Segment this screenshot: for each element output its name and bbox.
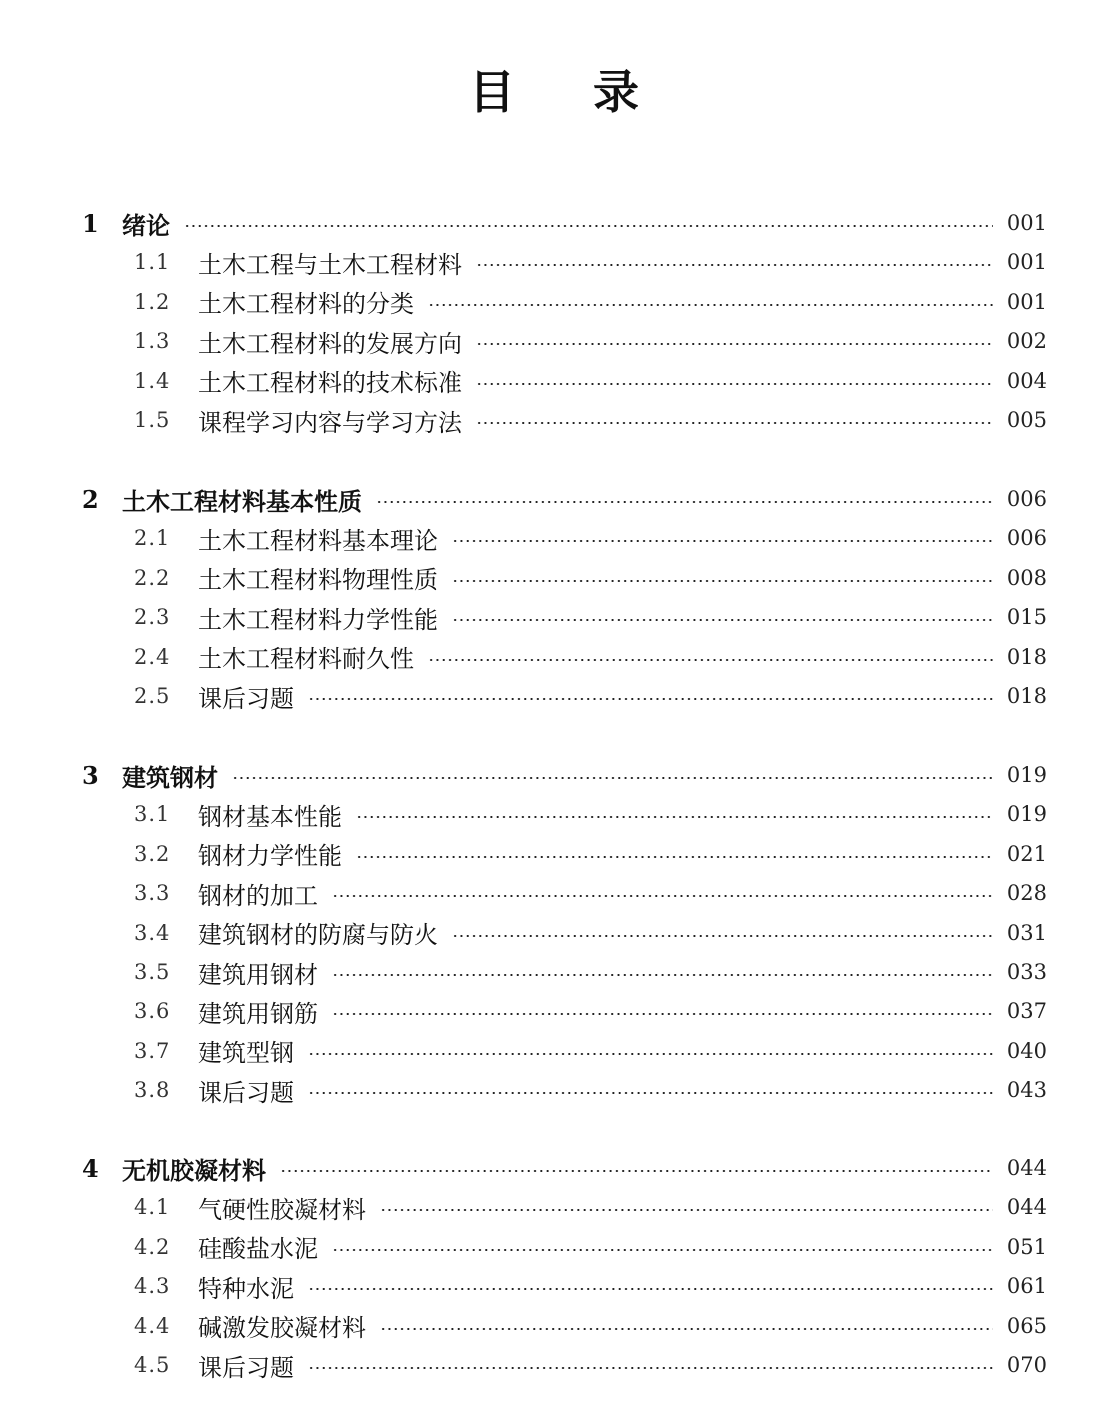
section-number: 2.3 xyxy=(134,605,171,630)
section-number: 4.1 xyxy=(134,1195,171,1220)
section-title: 课后习题 xyxy=(198,1353,294,1382)
toc-section-4-2[interactable] xyxy=(134,1231,1047,1263)
page-title-char-1: 目 xyxy=(469,65,515,119)
section-page-number: 002 xyxy=(1006,329,1047,354)
section-title: 土木工程材料力学性能 xyxy=(198,605,438,634)
section-number: 4.4 xyxy=(134,1313,171,1338)
section-page-number: 061 xyxy=(1006,1274,1047,1299)
chapter-title: 土木工程材料基本性质 xyxy=(122,486,362,516)
section-page-number: 019 xyxy=(1006,802,1047,827)
dot-leader xyxy=(308,1367,993,1369)
section-page-number: 051 xyxy=(1006,1234,1047,1259)
section-page-number: 043 xyxy=(1006,1078,1047,1103)
toc-section-1-1[interactable] xyxy=(134,246,1047,278)
section-page-number: 065 xyxy=(1006,1313,1047,1338)
section-page-number: 033 xyxy=(1006,960,1047,984)
section-number: 3.7 xyxy=(134,1038,171,1063)
toc-section-3-7[interactable] xyxy=(134,1035,1047,1067)
dot-leader xyxy=(232,777,993,779)
chapter-title: 绪论 xyxy=(122,210,170,240)
toc-section-3-6[interactable] xyxy=(134,995,1047,1027)
section-number: 3.3 xyxy=(134,881,171,906)
section-number: 1.5 xyxy=(134,408,171,432)
section-title: 钢材的加工 xyxy=(198,881,318,910)
section-page-number: 070 xyxy=(1006,1353,1047,1377)
section-page-number: 001 xyxy=(1006,250,1047,275)
chapter-page-number: 001 xyxy=(1006,211,1047,235)
section-number: 3.4 xyxy=(134,920,171,945)
dot-leader xyxy=(452,619,993,621)
chapter-title: 建筑钢材 xyxy=(122,762,218,792)
section-number: 1.4 xyxy=(134,368,171,393)
dot-leader xyxy=(308,698,993,700)
dot-leader xyxy=(452,580,993,582)
dot-leader xyxy=(428,304,993,306)
dot-leader xyxy=(356,816,993,818)
dot-leader xyxy=(184,225,993,227)
chapter-number: 1 xyxy=(82,208,99,238)
dot-leader xyxy=(308,1053,993,1055)
dot-leader xyxy=(452,935,993,937)
toc-section-4-1[interactable] xyxy=(134,1191,1047,1223)
section-title: 钢材基本性能 xyxy=(198,802,342,831)
section-title: 课后习题 xyxy=(198,1078,294,1107)
toc-section-3-5[interactable] xyxy=(134,956,1047,988)
dot-leader xyxy=(476,343,993,345)
dot-leader xyxy=(376,501,993,503)
section-number: 3.1 xyxy=(134,802,171,827)
section-page-number: 028 xyxy=(1006,881,1047,906)
section-number: 3.8 xyxy=(134,1078,171,1103)
chapter-page-number: 019 xyxy=(1006,763,1047,787)
section-number: 2.5 xyxy=(134,684,171,708)
section-page-number: 008 xyxy=(1006,565,1047,590)
chapter-title: 无机胶凝材料 xyxy=(122,1155,266,1185)
toc-section-1-3[interactable] xyxy=(134,325,1047,357)
section-title: 土木工程材料物理性质 xyxy=(198,566,438,595)
dot-leader xyxy=(476,422,993,424)
section-title: 建筑钢材的防腐与防火 xyxy=(198,921,438,950)
section-number: 3.5 xyxy=(134,960,171,984)
section-title: 土木工程材料的分类 xyxy=(198,290,414,319)
dot-leader xyxy=(332,895,993,897)
dot-leader xyxy=(308,1092,993,1094)
toc-section-1-5[interactable] xyxy=(134,404,1047,436)
dot-leader xyxy=(356,856,993,858)
section-page-number: 037 xyxy=(1006,999,1047,1024)
section-page-number: 021 xyxy=(1006,841,1047,866)
dot-leader xyxy=(332,1013,993,1015)
toc-section-3-8[interactable] xyxy=(134,1074,1047,1106)
section-page-number: 004 xyxy=(1006,368,1047,393)
section-page-number: 006 xyxy=(1006,526,1047,551)
section-title: 建筑型钢 xyxy=(198,1039,294,1068)
toc-section-2-3[interactable] xyxy=(134,601,1047,633)
dot-leader xyxy=(452,540,993,542)
section-page-number: 044 xyxy=(1006,1195,1047,1220)
toc-section-1-2[interactable] xyxy=(134,286,1047,318)
section-number: 1.1 xyxy=(134,250,171,275)
section-page-number: 031 xyxy=(1006,920,1047,945)
toc-chapter-1[interactable] xyxy=(82,207,1047,239)
chapter-page-number: 044 xyxy=(1006,1156,1047,1180)
section-number: 1.3 xyxy=(134,329,171,354)
section-title: 土木工程材料耐久性 xyxy=(198,645,414,674)
section-page-number: 015 xyxy=(1006,605,1047,630)
chapter-number: 2 xyxy=(82,484,99,514)
section-title: 土木工程材料的发展方向 xyxy=(198,329,462,358)
toc-section-4-4[interactable] xyxy=(134,1310,1047,1342)
dot-leader xyxy=(476,264,993,266)
section-title: 特种水泥 xyxy=(198,1274,294,1303)
section-title: 土木工程材料的技术标准 xyxy=(198,369,462,398)
toc-section-3-2[interactable] xyxy=(134,838,1047,870)
section-number: 4.3 xyxy=(134,1274,171,1299)
section-number: 2.4 xyxy=(134,644,171,669)
section-page-number: 018 xyxy=(1006,684,1047,708)
toc-section-3-4[interactable] xyxy=(134,917,1047,949)
section-number: 2.1 xyxy=(134,526,171,551)
section-title: 硅酸盐水泥 xyxy=(198,1235,318,1264)
toc-section-2-4[interactable] xyxy=(134,641,1047,673)
chapter-page-number: 006 xyxy=(1006,487,1047,511)
section-page-number: 005 xyxy=(1006,408,1047,432)
toc-section-2-2[interactable] xyxy=(134,562,1047,594)
dot-leader xyxy=(332,1249,993,1251)
toc-section-2-5[interactable] xyxy=(134,680,1047,712)
section-number: 2.2 xyxy=(134,565,171,590)
toc-section-2-1[interactable] xyxy=(134,522,1047,554)
chapter-number: 4 xyxy=(82,1153,99,1183)
dot-leader xyxy=(280,1170,993,1172)
section-number: 1.2 xyxy=(134,289,171,314)
section-title: 气硬性胶凝材料 xyxy=(198,1195,366,1224)
dot-leader xyxy=(428,659,993,661)
dot-leader xyxy=(332,974,993,976)
section-page-number: 018 xyxy=(1006,644,1047,669)
dot-leader xyxy=(380,1328,993,1330)
toc-chapter-2[interactable] xyxy=(82,483,1047,515)
section-title: 课后习题 xyxy=(198,684,294,713)
section-title: 碱激发胶凝材料 xyxy=(198,1314,366,1343)
toc-section-3-1[interactable] xyxy=(134,798,1047,830)
chapter-number: 3 xyxy=(82,760,99,790)
section-title: 建筑用钢材 xyxy=(198,960,318,989)
section-title: 土木工程材料基本理论 xyxy=(198,526,438,555)
section-number: 3.6 xyxy=(134,999,171,1024)
toc-chapter-3[interactable] xyxy=(82,759,1047,791)
toc-chapter-4[interactable] xyxy=(82,1152,1047,1184)
section-title: 课程学习内容与学习方法 xyxy=(198,408,462,437)
section-title: 土木工程与土木工程材料 xyxy=(198,250,462,279)
dot-leader xyxy=(476,383,993,385)
toc-section-4-5[interactable] xyxy=(134,1349,1047,1381)
toc-section-3-3[interactable] xyxy=(134,877,1047,909)
section-title: 建筑用钢筋 xyxy=(198,999,318,1028)
section-page-number: 001 xyxy=(1006,289,1047,314)
page-title-char-2: 录 xyxy=(593,65,639,119)
section-number: 4.5 xyxy=(134,1353,171,1377)
toc-section-4-3[interactable] xyxy=(134,1270,1047,1302)
dot-leader xyxy=(380,1209,993,1211)
dot-leader xyxy=(308,1288,993,1290)
section-title: 钢材力学性能 xyxy=(198,842,342,871)
section-number: 3.2 xyxy=(134,841,171,866)
section-number: 4.2 xyxy=(134,1234,171,1259)
section-page-number: 040 xyxy=(1006,1038,1047,1063)
toc-section-1-4[interactable] xyxy=(134,365,1047,397)
